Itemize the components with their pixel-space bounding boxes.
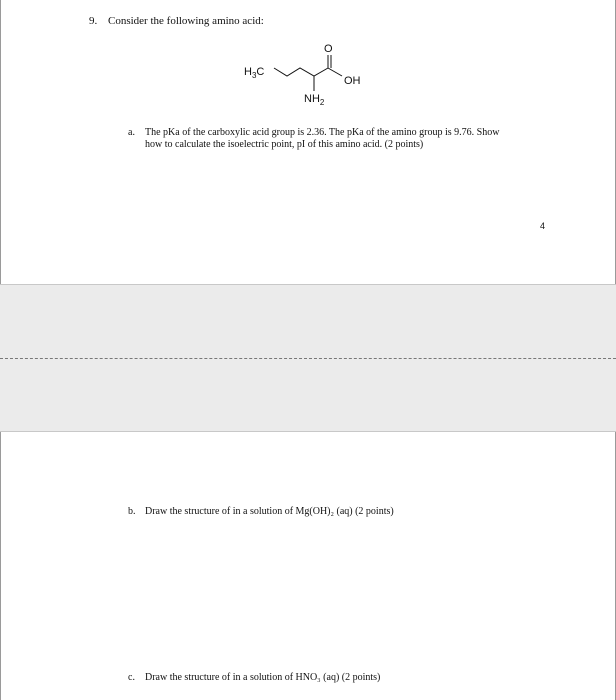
part-a-letter: a. <box>128 127 135 138</box>
amino-acid-structure <box>230 38 390 120</box>
question-prompt: Consider the following amino acid: <box>108 15 264 27</box>
part-b-letter: b. <box>128 506 136 517</box>
amine-label: $NH_2$ <box>304 93 325 107</box>
page-number: 4 <box>540 221 546 231</box>
methyl-label: $H_3C$ <box>244 66 265 80</box>
part-b-text: Draw the structure of in a solution of Mg(OH)₂ (aq) (2 points) <box>145 506 394 517</box>
page-break-dashed-line <box>0 358 616 359</box>
oxygen-label: O <box>324 43 333 55</box>
part-a-line-1: The pKa of the carboxylic acid group is 2.36. The pKa of the amino group is 9.76. Show <box>145 127 500 138</box>
hydroxyl-bond <box>328 68 342 76</box>
part-a-line-2: how to calculate the isoelectric point, pI of this amino acid. (2 points) <box>145 139 424 150</box>
hydroxyl-label: OH <box>344 75 361 87</box>
page-break-gap <box>0 284 616 432</box>
part-c-letter: c. <box>128 672 135 683</box>
page-edge-left-lower <box>0 432 1 700</box>
part-c-text: Draw the structure of in a solution of HNO₃ (aq) (2 points) <box>145 672 381 683</box>
page-edge-left <box>0 0 1 285</box>
question-number: 9. <box>89 15 98 27</box>
carbon-chain <box>274 68 328 76</box>
